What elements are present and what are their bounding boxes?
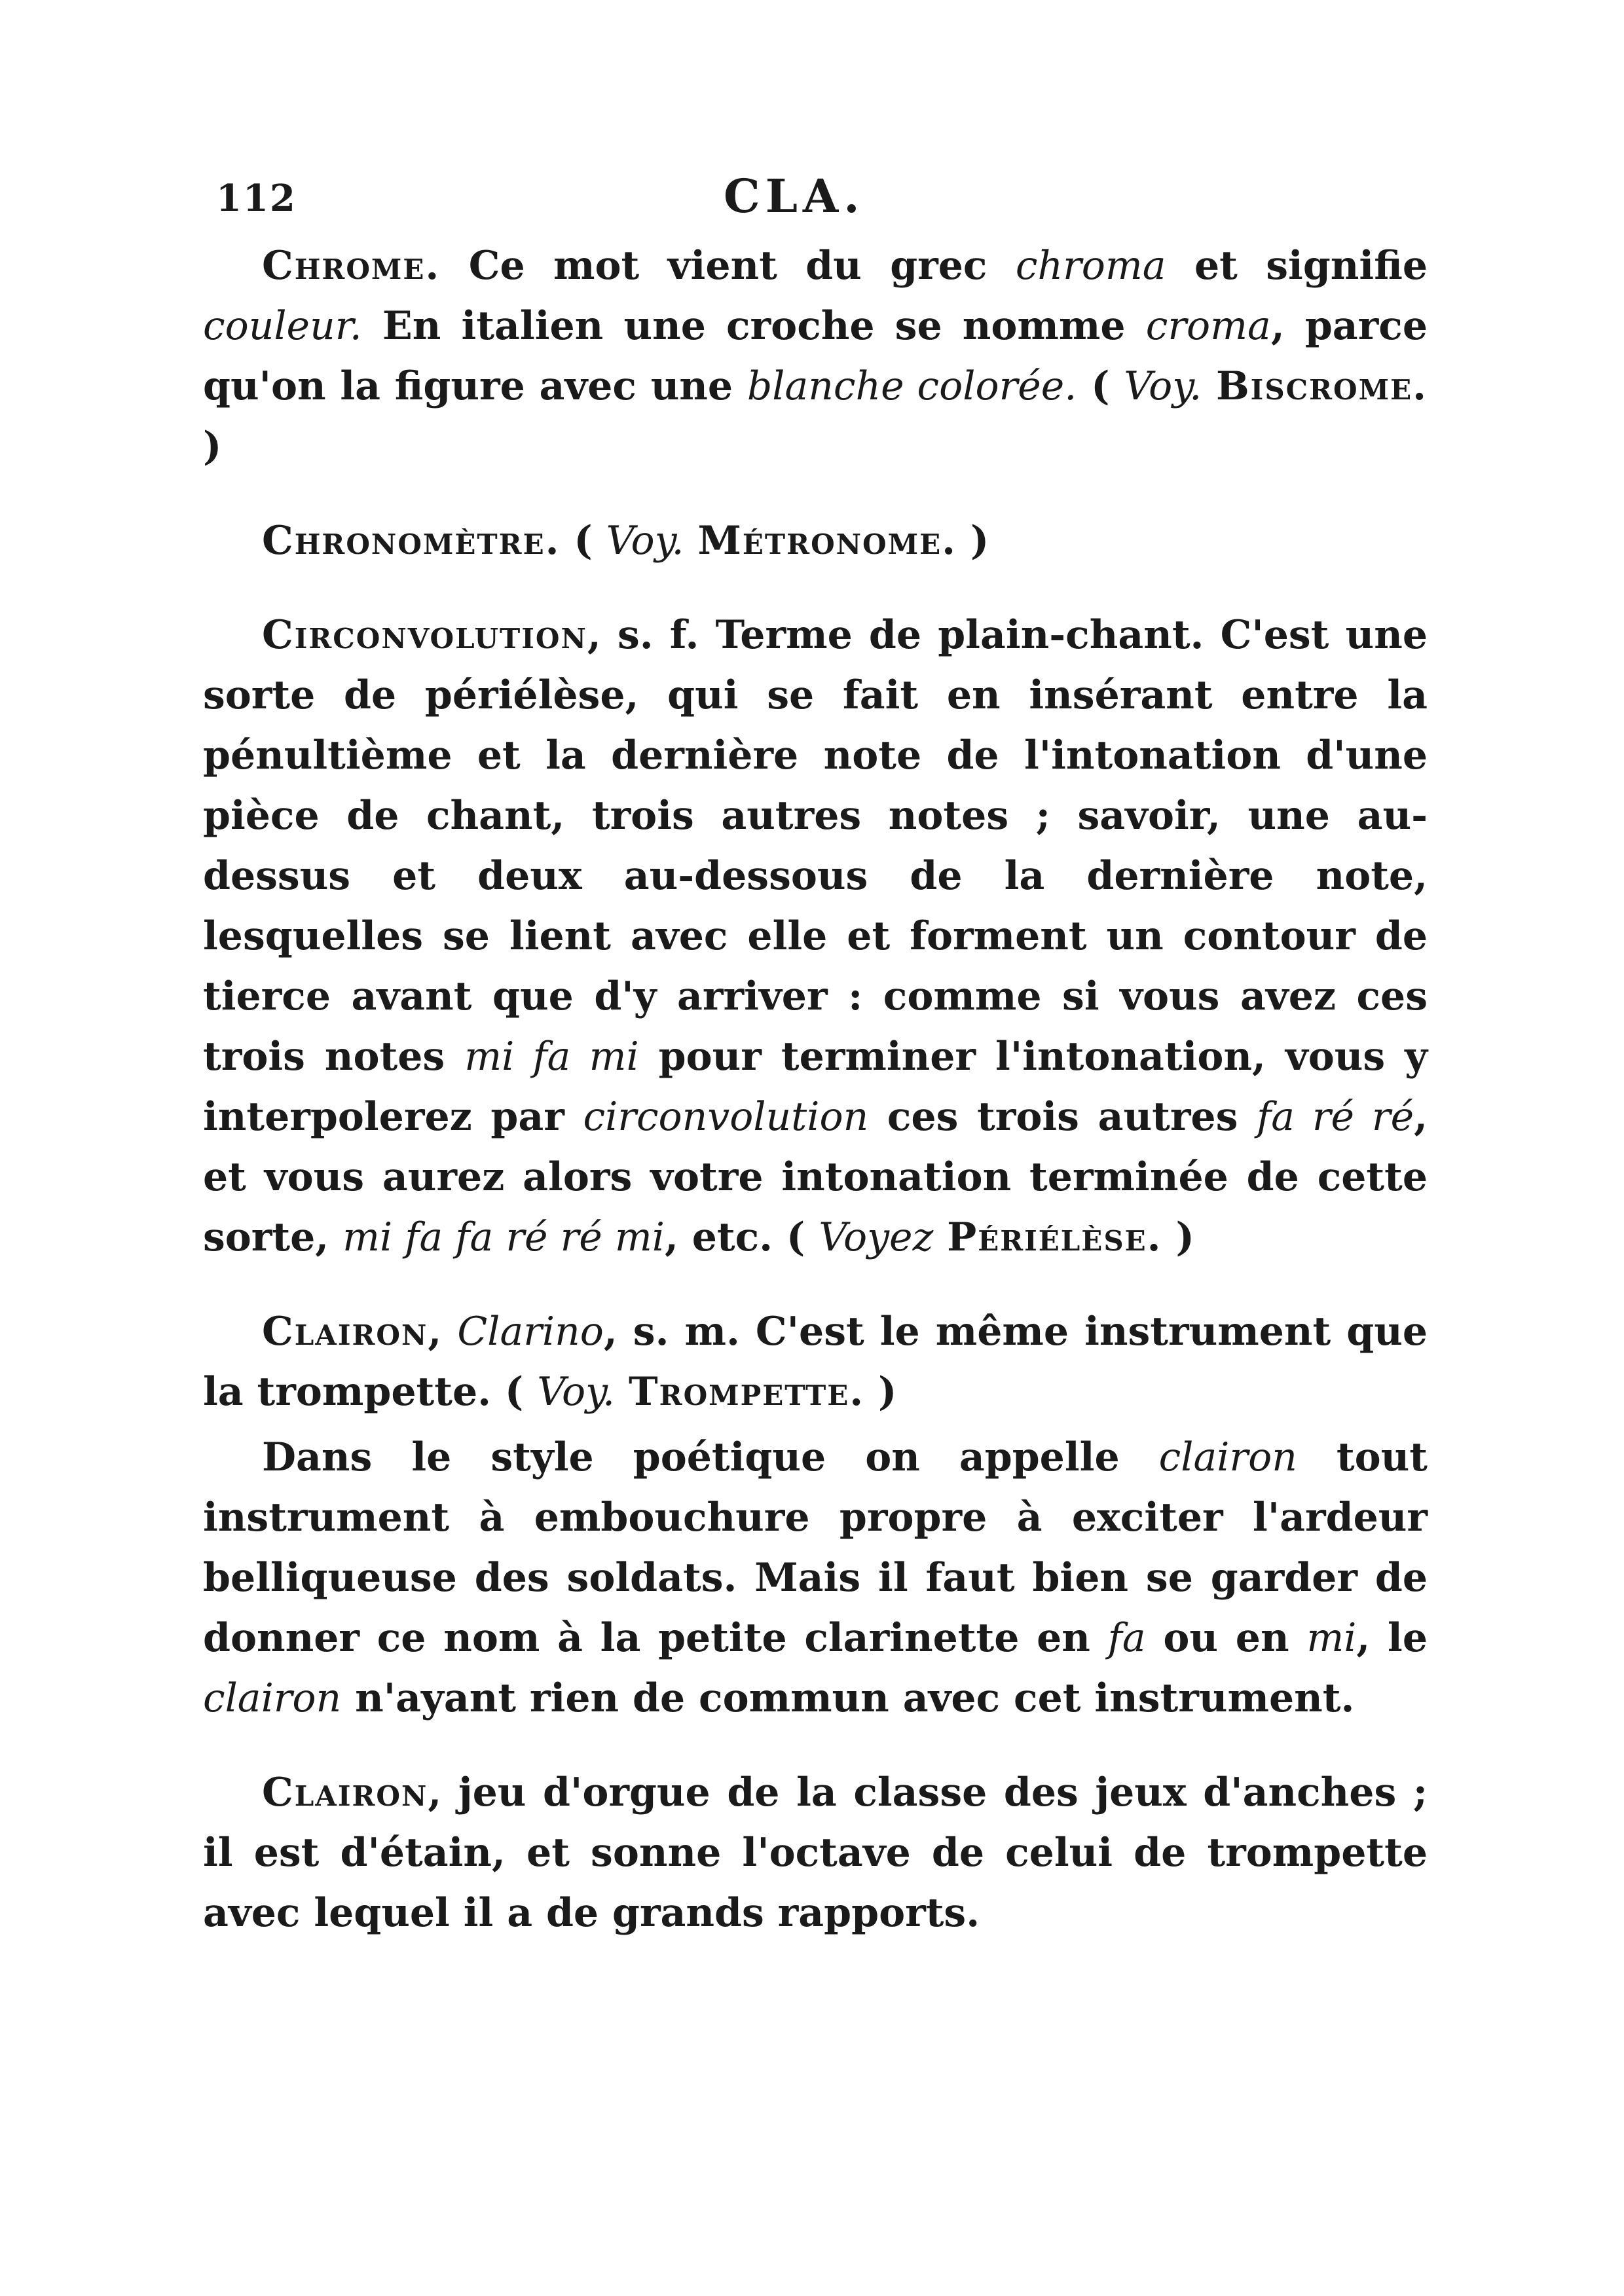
entry-text: ou en — [1145, 1615, 1307, 1661]
entry-term: Clairon — [262, 1309, 428, 1355]
entry-italic: couleur. — [203, 303, 362, 349]
entry-text: et signifie — [1166, 243, 1428, 289]
entry-italic: clairon — [203, 1675, 342, 1721]
entry-text — [933, 1214, 947, 1260]
entry-text: pour terminer l'intonation, vous y interpolerez par — [203, 1034, 1428, 1140]
entry-italic: Clarino — [457, 1309, 604, 1355]
entry-text: , jeu d'orgue de la classe des jeux d'anches ; il est d'étain, et sonne l'octave de celui de trompette avec lequel il a de grands rapports. — [203, 1770, 1428, 1936]
entry-italic: clairon — [1158, 1434, 1297, 1480]
entry-text — [1202, 363, 1216, 409]
entry-italic: chroma — [1015, 243, 1166, 289]
entry-italic: Voy. — [606, 518, 684, 564]
entry-italic: mi — [1306, 1615, 1357, 1661]
entry-text: ) — [203, 424, 222, 469]
entry-text: , — [428, 1309, 458, 1355]
entry-text: ( — [1077, 363, 1124, 409]
entry-text: , et vous aurez alors votre intonation terminée de cette sorte, — [203, 1094, 1428, 1260]
entry-text: , s. m. C'est le même instrument que la trompette. ( — [203, 1309, 1428, 1415]
running-head: CLA. — [724, 169, 865, 223]
entry-term: Chronomètre. — [262, 518, 561, 564]
cross-reference: Biscrome. — [1215, 363, 1428, 409]
entry-italic: Voy. — [537, 1369, 616, 1415]
entry-text: tout instrument à embouchure propre à exciter l'ardeur belliqueuse des soldats. Mais il faut bien se garder de donner ce nom à la petite clarinette en — [203, 1434, 1428, 1661]
entry-term: Clairon — [262, 1770, 428, 1815]
entry-text: Dans le style poétique on appelle — [262, 1434, 1159, 1480]
entry-text: ) — [1162, 1214, 1194, 1260]
entry-clairon-1-continued — [203, 1427, 1428, 1728]
entry-text: ) — [957, 518, 989, 564]
entry-text: , parce qu'on la figure avec une — [203, 303, 1428, 409]
entry-circonvolution — [203, 605, 1428, 1267]
page-number: 112 — [216, 177, 297, 220]
entry-text: ( — [560, 518, 606, 564]
entry-text: , le — [1356, 1615, 1428, 1661]
entry-text: , s. f. Terme de plain-chant. C'est une sorte de périélèse, qui se fait en insérant entre la pénultième et la dernière note de l'intonation d'une pièce de chant, trois autres notes ; savoir, une au-dessus et deux au-dessous de la dernière note, lesquelles se lient avec elle et forment un contour de tierce avant que d'y arriver : comme si vous avez ces trois notes — [203, 612, 1428, 1080]
entry-clairon-2 — [203, 1762, 1428, 1943]
cross-reference: Métronome. — [697, 518, 957, 564]
cross-reference: Périélèse. — [947, 1214, 1162, 1260]
entry-italic: mi fa fa ré ré mi — [342, 1214, 665, 1260]
entry-italic: croma — [1145, 303, 1271, 349]
entry-text: En italien une croche se nomme — [361, 303, 1146, 349]
entry-text — [684, 518, 698, 564]
entry-chronometre — [203, 511, 1428, 571]
entry-italic: Voyez — [819, 1214, 934, 1260]
entry-italic: circonvolution — [583, 1094, 869, 1140]
entry-text: Ce mot vient du grec — [440, 243, 1016, 289]
book-page — [203, 164, 1428, 1943]
entry-text: ) — [864, 1369, 897, 1415]
entry-chrome — [203, 236, 1428, 477]
entry-text — [615, 1369, 629, 1415]
entry-term: Chrome. — [262, 243, 441, 289]
entry-italic: Voy. — [1124, 363, 1202, 409]
page-header — [203, 164, 1428, 236]
entry-term: Circonvolution — [262, 612, 587, 658]
entry-clairon-1 — [203, 1302, 1428, 1422]
cross-reference: Trompette. — [629, 1369, 865, 1415]
entry-text: n'ayant rien de commun avec cet instrument. — [341, 1675, 1355, 1721]
entry-text: ces trois autres — [868, 1094, 1257, 1140]
entry-text: , etc. ( — [664, 1214, 819, 1260]
entry-italic: fa — [1107, 1615, 1146, 1661]
entry-italic: fa ré ré — [1257, 1094, 1414, 1140]
entry-italic: mi fa mi — [464, 1034, 639, 1080]
entry-italic: blanche colorée. — [747, 363, 1077, 409]
